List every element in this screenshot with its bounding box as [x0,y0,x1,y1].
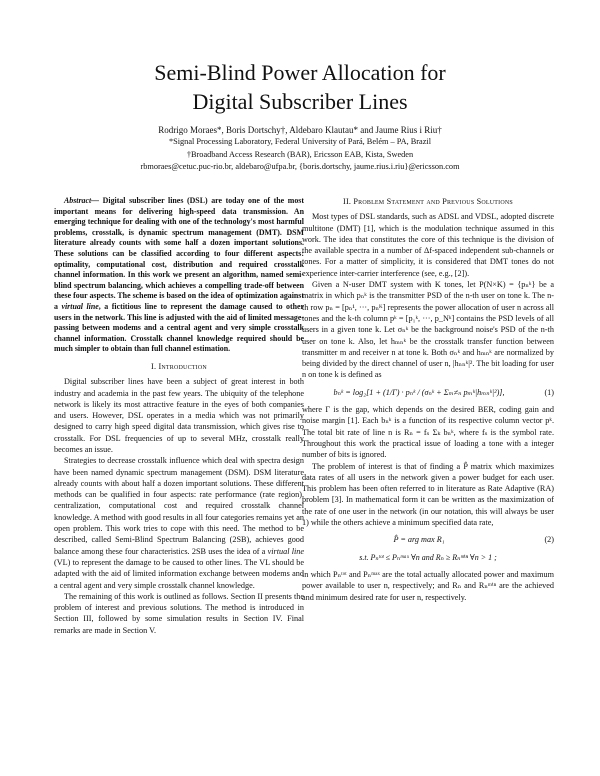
equation-2-formula: P̂ = arg max R₁ [393,535,445,545]
affiliation-1: *Signal Processing Laboratory, Federal University of Pará, Belém – PA, Brazil [168,137,432,147]
section-heading-2: II. Problem Statement and Previous Solutions [343,197,513,206]
abstract [54,196,304,355]
intro-p2-a: Strategies to decrease crosstalk influence which deal with spectra design have been named dynamic spectrum management (DSM). DSM literature already counts with about half a dozen important solutions. These different methods can be qualified in four aspects: rate performance (rate region), centralization, computational cost and required crosstalk channel knowledge. A method with good results in all four categories remains yet an open problem. This work tries to cope with this need. The method to be described, called Semi-Blind Spectrum Balancing (2SB), achieves good balance among these four characteristics. 2SB uses the idea of a [54,456,304,556]
title-line-2: Digital Subscriber Lines [192,89,408,114]
equation-2-number: (2) [544,535,554,545]
problem-paragraph-1: Most types of DSL standards, such as ADSL and VDSL, adopted discrete multitone (DMT) [1], which is the modulation technique assumed in this work. The idea that constitutes the core of this technique is the division of the available spectra in a number of Δf-spaced independent sub-channels or tones. For a matter of simplicity, it is considered that DMT tones do not experience inter-carrier interference (see, e.g., [2]). [302,212,554,278]
paper-title [0,58,600,116]
equation-1-formula: bₙᵏ = log₂[1 + (1/Γ) · pₙᵏ / (σₙᵏ + Σₘ≠ₙ pₘᵏ|hₘₙᵏ|²)], [333,387,505,397]
abstract-label: Abstract— [64,196,100,205]
title-line-1: Semi-Blind Power Allocation for [154,60,446,85]
problem-paragraph-3: where Γ is the gap, which depends on the desired BER, coding gain and noise margin [1]. Each bₙᵏ is a function of its respective column vector pᵏ. The total bit rate of line n is Rₙ = fₛ Σₖ bₙᵏ, where fₛ is the symbol rate. Throughout this work the practical issue of loading a tone with a integer number of bits is ignored. [302,405,554,460]
intro-p2-b: (VL) to represent the damage to be caused to other lines. The VL should be adapted with the aid of limited information exchange between modems and a central agent and very simple crosstalk channel knowledge. [54,557,304,590]
equation-2-constraints: s.t. Pₙᵗᵒᵗ ≤ Pₙᵐᵃˣ ∀n and Rₙ ≥ Rₙᵐⁱⁿ ∀n > 1 ; [359,552,497,562]
intro-paragraph-3: The remaining of this work is outlined as follows. Section II presents the problem of interest and previous solutions. The method is introduced in Section III, followed by some simulation results in Section IV. Final remarks are made in Section V. [54,591,304,635]
section-heading-1: I. Introduction [151,361,207,371]
intro-paragraph-1: Digital subscriber lines have been a subject of great interest in both industry and academia in the past few years. The ubiquity of the telephone network is likely its most attractive feature in the eyes of both companies and users. However, DSL operates in a media which was not primarily designed to carry high speed digital data transmission, which gives rise to crosstalk. For DSL frequencies of up to several MHz, crosstalk really becomes an issue. [54,377,304,454]
affiliation-2: †Broadband Access Research (BAR), Ericsson EAB, Kista, Sweden [186,149,414,159]
problem-paragraph-2: Given a N-user DMT system with K tones, let P(N×K) = {pₙᵏ} be a matrix in which pₙᵏ is the transmitter PSD of the n-th user on tone k. The n-th row pₙ = [pₙ¹, ···, pₙᴷ] represents the power allocation of user n across all tones and the k-th column pᵏ = [p₁ᵏ, ···, p_Nᵏ] contains the PSD levels of all users in a given tone k. Let σₙᵏ be the background noise's PSD of the n-th user on tone k. Also, let hₘₙᵏ be the crosstalk transfer function between transmitter m and receiver n at tone k. Both σₙᵏ and hₘₙᵏ are normalized by being divided by the direct channel of user n, |hₙₙᵏ|². The bit loading for user n on tone k is defined as [302,280,554,380]
problem-paragraph-4: The problem of interest is that of finding a P̂ matrix which maximizes data rates of all users in the network given a power budget for each user. This problem has been often referred to in literature as Rate Adaptive (RA) problem [3]. In mathematical form it can be written as the maximization of the rate of one user in the network (in our notation, this will always be user 1) while the others achieve a minimum specified data rate, [302,461,554,528]
problem-paragraph-5: in which Pₙᵗᵒᵗ and Pₙᵐᵃˣ are the total actually allocated power and maximum power available to user n, respectively; and Rₙ and Rₙᵐⁱⁿ are the achieved and minimum desired rate for user n, respectively. [302,569,554,602]
equation-1 [302,387,554,398]
author-emails: rbmoraes@cetuc.puc-rio.br, aldebaro@ufpa.br, {boris.dortschy, jaume.rius.i.riu}@ericsson.com [140,161,460,171]
intro-p2-virtual-line: virtual line [267,546,304,556]
author-names: Rodrigo Moraes*, Boris Dortschy†, Aldebaro Klautau* and Jaume Rius i Riu† [158,125,442,135]
equation-1-number: (1) [544,387,554,397]
intro-paragraph-2 [54,455,304,591]
abstract-text-b: , a fictitious line to represent the damage caused to other users in the network. This line is adjusted with the aid of limited message-passing between modems and a central agent and very simple crosstalk channel information. Crosstalk channel knowledge required should be much simpler to obtain than full channel estimation. [54,301,305,354]
equation-2 [302,534,554,545]
left-column [54,196,304,636]
right-column [302,196,554,603]
abstract-text-a: Digital subscriber lines (DSL) are today one of the most important means for delivering high-speed data transmission. An emerging technique for dealing with one of the technology's most harmful problems, crosstalk, is dynamic spectrum management (DMT). DSM literature already counts with some half a dozen important solutions. These solutions can be classified according to four different aspects: optimality, computational cost, distribution and required crosstalk channel information. In this work we present an algorithm, named semi-blind spectrum balancing, which achieves a compelling trade-off between these four aspects. The scheme is based on the idea of optimization against a [54,196,304,311]
author-block [0,124,600,173]
abstract-virtual-line: virtual line [61,301,99,311]
